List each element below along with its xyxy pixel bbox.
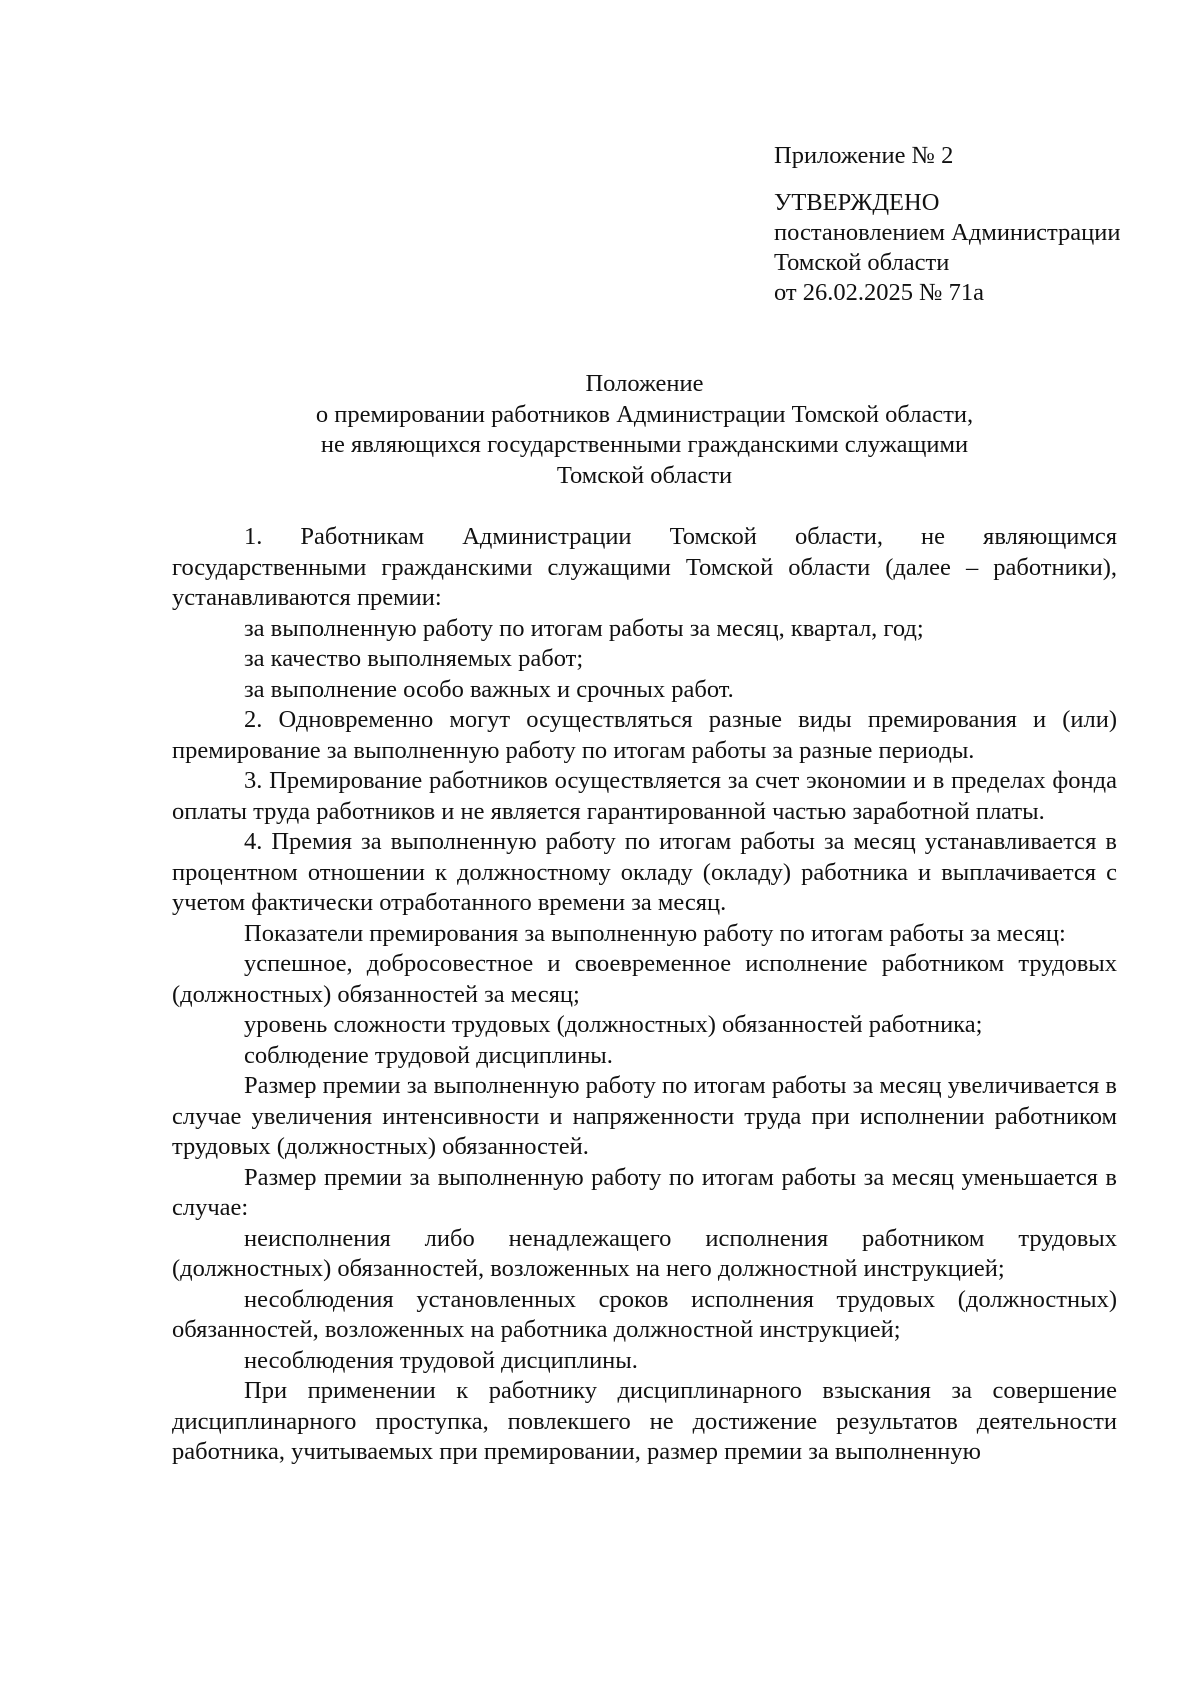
- approved-by-line: постановлением Администрации: [774, 219, 1121, 246]
- document-body: [172, 522, 1117, 1468]
- paragraph: соблюдение трудовой дисциплины.: [244, 1041, 613, 1069]
- approved-region-line: Томской области: [774, 249, 950, 276]
- paragraph: несоблюдения установленных сроков исполнения трудовых (должностных) обязанностей, возложенных на работника должностной инструкцией;: [172, 1285, 1117, 1343]
- paragraph: При применении к работнику дисциплинарного взыскания за совершение дисциплинарного проступка, повлекшего не достижение результатов деятельности работника, учитываемых при премировании, размер премии за выполненную: [172, 1377, 1117, 1465]
- approval-stamp: [774, 141, 1174, 308]
- paragraph: за выполнение особо важных и срочных работ.: [244, 675, 734, 703]
- paragraph: успешное, добросовестное и своевременное исполнение работником трудовых (должностных) обязанностей за месяц;: [172, 950, 1117, 1008]
- title-line-4: Томской области: [556, 461, 733, 489]
- paragraph: 4. Премия за выполненную работу по итогам работы за месяц устанавливается в процентном отношении к должностному окладу (окладу) работника и выплачивается с учетом фактически отработанного времени за месяц.: [172, 828, 1117, 916]
- paragraph: Размер премии за выполненную работу по итогам работы за месяц уменьшается в случае:: [172, 1163, 1117, 1221]
- paragraph: за качество выполняемых работ;: [244, 645, 584, 672]
- annex-number: Приложение № 2: [774, 142, 954, 169]
- paragraph: за выполненную работу по итогам работы за месяц, квартал, год;: [244, 614, 924, 642]
- document-title: [172, 369, 1117, 491]
- paragraph: Размер премии за выполненную работу по итогам работы за месяц увеличивается в случае увеличения интенсивности и напряженности труда при исполнении работником трудовых (должностных) обязанностей.: [172, 1072, 1117, 1160]
- paragraph: 2. Одновременно могут осуществляться разные виды премирования и (или) премирование за выполненную работу по итогам работы за разные периоды.: [172, 706, 1117, 764]
- paragraph: 3. Премирование работников осуществляется за счет экономии и в пределах фонда оплаты труда работников и не является гарантированной частью заработной платы.: [172, 767, 1117, 825]
- title-line-3: не являющихся государственными гражданскими служащими: [320, 431, 969, 458]
- approved-date-line: от 26.02.2025 № 71а: [774, 279, 985, 306]
- paragraph: неисполнения либо ненадлежащего исполнения работником трудовых (должностных) обязанностей, возложенных на него должностной инструкцией;: [172, 1224, 1117, 1282]
- paragraph: Показатели премирования за выполненную работу по итогам работы за месяц:: [244, 919, 1066, 947]
- title-line-1: Положение: [585, 370, 704, 397]
- paragraph: 1. Работникам Администрации Томской области, не являющимся государственными гражданскими служащими Томской области (далее – работники), устанавливаются премии:: [172, 523, 1117, 611]
- title-line-2: о премировании работников Администрации Томской области,: [315, 400, 974, 428]
- approved-heading: УТВЕРЖДЕНО: [774, 189, 940, 216]
- paragraph: уровень сложности трудовых (должностных) обязанностей работника;: [244, 1011, 983, 1038]
- paragraph: несоблюдения трудовой дисциплины.: [244, 1346, 638, 1374]
